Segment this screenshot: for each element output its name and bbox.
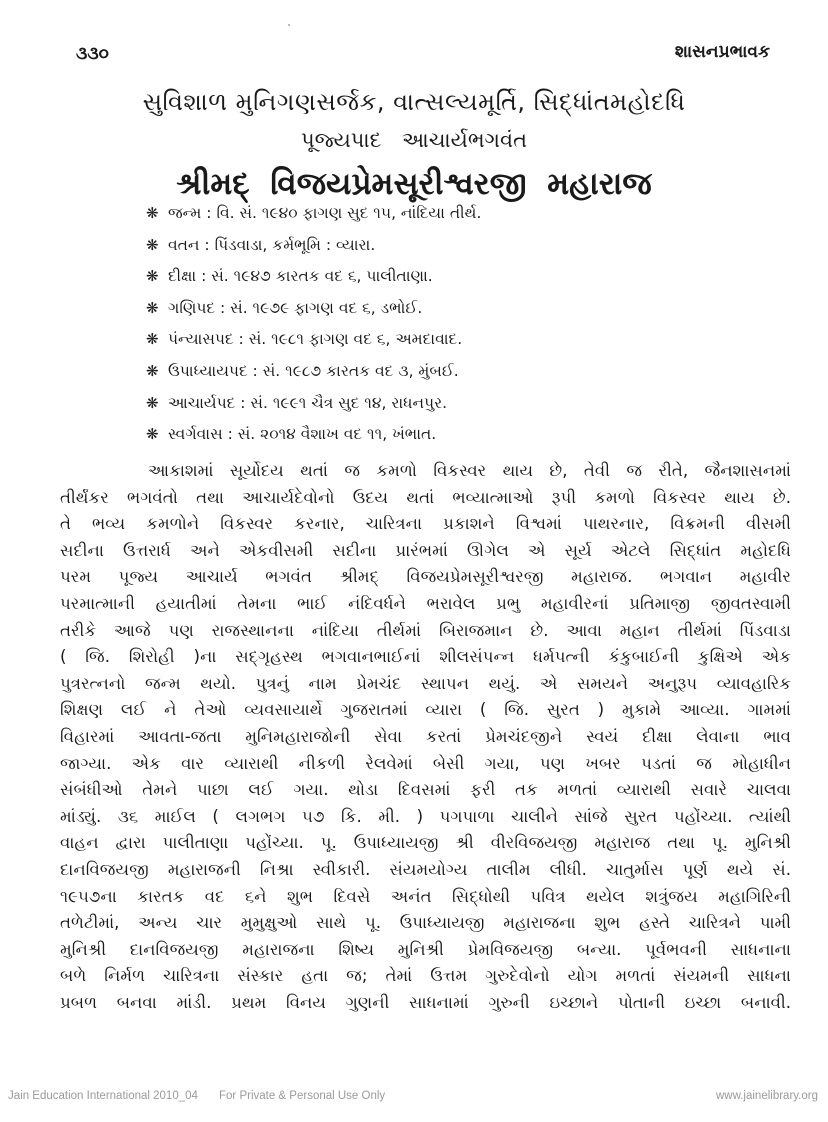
bio-value: વિ. સં. ૧૯૪૦ ફાગણ સુદ ૧૫, નાંદિયા તીર્થ. [216, 204, 482, 222]
paragraph-line: પરમ પૂજ્ય આચાર્ય ભગવંત શ્રીમદ્ વિજયપ્રેમસૂરીશ્વરજી મહારાજ. ભગવાન મહાવીર [60, 567, 791, 587]
paragraph-line: ( જિ. શિરોહી )ના સદ્‌ગૃહસ્થ ભગવાનભાઈનાં શીલસંપન્ન ધર્મપત્ની કંકુબાઈની કુક્ષિએ એક [60, 647, 791, 667]
bio-label: આચાર્યપદ [168, 393, 236, 412]
bio-value: સં. ૧૯૭૯ ફાગણ વદ ૬, ડભોઈ. [230, 298, 423, 317]
bio-value: સં. ૧૯૮૧ ફાગણ વદ ૬, અમદાવાદ. [248, 330, 463, 349]
title-epithets: સુવિશાળ મુનિગણસર્જક, વાત્સલ્યમૂર્તિ, સિદ્ધાંતમહોદધિ [142, 88, 686, 116]
bio-item-acharyapad: ❋ આચાર્યપદ : સં. ૧૯૯૧ ચૈત્ર સુદ ૧૪, રાધનપુર. [146, 388, 481, 420]
asterism-bullet-icon: ❋ [146, 393, 159, 412]
paragraph-line: આકાશમાં સૂર્યોદય થતાં જ કમળો વિકસ્વર થાય છે, તેવી જ રીતે, જૈનશાસનમાં [148, 461, 791, 480]
bio-label: ઉપાધ્યાયપદ [168, 361, 248, 380]
title-name: શ્રીમદ્ વિજયપ્રેમસૂરીશ્વરજી મહારાજ [176, 166, 652, 202]
bio-value: સં. ૧૯૯૧ ચૈત્ર સુદ ૧૪, રાધનપુર. [250, 393, 448, 412]
bio-value: સં. ૧૯૮૭ કારતક વદ ૩, મુંબઈ. [262, 361, 459, 380]
running-head: શાસનપ્રભાવક [674, 42, 770, 62]
asterism-bullet-icon: ❋ [146, 267, 159, 286]
bio-label: સ્વર્ગવાસ [168, 425, 223, 444]
bio-item-birth: ❋ જન્મ : વિ. સં. ૧૯૪૦ ફાગણ સુદ ૧૫, નાંદિયા તીર્થ. [146, 198, 481, 230]
paragraph-line: શિક્ષણ લઈ ને તેઓ વ્યવસાયાર્થે ગુજરાતમાં વ્યારા ( જિ. સુરત ) મુકામે આવ્યા. ગામમાં [60, 700, 791, 720]
bio-label: દીક્ષા [168, 267, 197, 286]
paragraph-line: પ્રબળ બનવા માંડી. પ્રથમ વિનય ગુણની સાધનામાં ગુરુની ઇચ્છાને પોતાની ઇચ્છા બનાવી. [60, 992, 791, 1012]
paragraph-line: સદીના ઉત્તરાર્ધ અને એકવીસમી સદીના પ્રારંભમાં ઊગેલ એ સૂર્ય એટલે સિદ્ધાંત મહોદધિ [60, 540, 791, 560]
bio-label: ગણિપદ [168, 298, 216, 317]
title-honorific: પૂજ્યપાદ આચાર્યભગવંત [301, 128, 527, 152]
scan-speck [288, 24, 290, 26]
bio-value: સં. ૨૦૧૪ વૈશાખ વદ ૧૧, ખંભાત. [237, 425, 437, 444]
bio-value: સં. ૧૯૪૭ કારતક વદ ૬, પાલીતાણા. [211, 267, 433, 286]
asterism-bullet-icon: ❋ [146, 425, 159, 444]
bio-item-upadhyaypad: ❋ ઉપાધ્યાયપદ : સં. ૧૯૮૭ કારતક વદ ૩, મુંબઈ. [146, 356, 481, 388]
paragraph-line: સંબંધીઓ તેમને પાછા લઈ ગયા. થોડા દિવસમાં ફરી તક મળતાં વ્યારાથી સવારે ચાલવા [60, 780, 791, 800]
paragraph-line: બળે નિર્મળ ચારિત્રના સંસ્કાર હતા જ; તેમાં ઉત્તમ ગુરુદેવોનો યોગ મળતાં સંયમની સાધના [60, 966, 791, 986]
asterism-bullet-icon: ❋ [146, 361, 159, 380]
bio-list [146, 198, 481, 451]
paragraph-line: ૧૯૫૭ના કારતક વદ ૬ને શુભ દિવસે અનંત સિદ્ધોથી પવિત્ર થયેલ શત્રુંજય મહાગિરિની [60, 886, 791, 906]
asterism-bullet-icon: ❋ [146, 235, 159, 254]
asterism-bullet-icon: ❋ [146, 330, 159, 349]
paragraph-line: જાગ્યા. એક વાર વ્યારાથી નીકળી રેલવેમાં બેસી ગયા, પણ ખબર પડતાં જ મોહાધીન [60, 753, 791, 773]
paragraph-line: વિહારમાં આવતા-જતા મુનિમહારાજોની સેવા કરતાં પ્રેમચંદજીને સ્વયં દીક્ષા લેવાના ભાવ [60, 726, 791, 746]
paragraph-line: પુત્રરત્નનો જન્મ થયો. પુત્રનું નામ પ્રેમચંદ સ્થાપન થયું. એ સમયને અનુરૂપ વ્યાવહારિક [60, 673, 791, 693]
bio-item-demise: ❋ સ્વર્ગવાસ : સં. ૨૦૧૪ વૈશાખ વદ ૧૧, ખંભાત. [146, 419, 481, 451]
paragraph-line: તે ભવ્ય કમળોને વિકસ્વર કરનાર, ચારિત્રના પ્રકાશને વિશ્વમાં પાથરનાર, વિક્રમની વીસમી [60, 514, 791, 534]
paragraph-line: મુનિશ્રી દાનવિજયજી મહારાજના શિષ્ય મુનિશ્રી પ્રેમવિજયજી બન્યા. પૂર્વભવની સાધનાના [60, 939, 791, 959]
footer-publisher: Jain Education International 2010_04 [8, 1090, 198, 1102]
bio-item-ganipad: ❋ ગણિપદ : સં. ૧૯૭૯ ફાગણ વદ ૬, ડભોઈ. [146, 293, 481, 325]
paragraph-line: દાનવિજયજી મહારાજની નિશ્રા સ્વીકારી. સંયમયોગ્ય તાલીમ લીધી. ચાતુર્માસ પૂર્ણ થયે સં. [60, 859, 791, 879]
paragraph-line: પરમાત્માની હયાતીમાં તેમના ભાઈ નંદિવર્ધને ભરાવેલ પ્રભુ મહાવીરનાં પ્રતિમાજી જીવતસ્વામી [60, 593, 791, 613]
asterism-bullet-icon: ❋ [146, 298, 159, 317]
biography-paragraph [60, 458, 791, 1016]
bio-label: જન્મ [168, 204, 202, 222]
footer-usage-notice: For Private & Personal Use Only [219, 1090, 386, 1102]
bio-item-panyaspad: ❋ પંન્યાસપદ : સં. ૧૯૮૧ ફાગણ વદ ૬, અમદાવાદ. [146, 324, 481, 356]
asterism-bullet-icon: ❋ [146, 204, 159, 222]
paragraph-line: તળેટીમાં, અન્ય ચાર મુમુક્ષુઓ સાથે પૂ. ઉપાધ્યાયજી મહારાજના શુભ હસ્તે ચારિત્રને પામી [60, 913, 791, 933]
bio-label: વતન [168, 235, 200, 254]
paragraph-line: માંડ્યું. ૩૬ માઈલ ( લગભગ ૫૭ કિ. મી. ) પગપાળા ચાલીને સાંજે સુરત પહોંચ્યા. ત્યાંથી [60, 806, 791, 826]
paragraph-line: તીર્થંકર ભગવંતો તથા આચાર્યદેવોનો ઉદય થતાં ભવ્યાત્માઓ રૂપી કમળો વિકસ્વર થાય છે. [60, 487, 791, 507]
bio-item-diksha: ❋ દીક્ષા : સં. ૧૯૪૭ કારતક વદ ૬, પાલીતાણા. [146, 261, 481, 293]
bio-value: પિંડવાડા, કર્મભૂમિ : વ્યારા. [214, 235, 376, 254]
page-number: ૩૩૦ [76, 44, 109, 64]
paragraph-line: તરીકે આજે પણ રાજસ્થાનના નાંદિયા તીર્થમાં બિરાજમાન છે. આવા મહાન તીર્થમાં પિંડવાડા [60, 620, 791, 640]
bio-item-hometown: ❋ વતન : પિંડવાડા, કર્મભૂમિ : વ્યારા. [146, 230, 481, 262]
paragraph-line: વાહન દ્વારા પાલીતાણા પહોંચ્યા. પૂ. ઉપાધ્યાયજી શ્રી વીરવિજયજી મહારાજ તથા પૂ. મુનિશ્રી [60, 833, 791, 853]
bio-label: પંન્યાસપદ [168, 330, 234, 349]
footer-website: www.jainelibrary.org [715, 1090, 818, 1102]
